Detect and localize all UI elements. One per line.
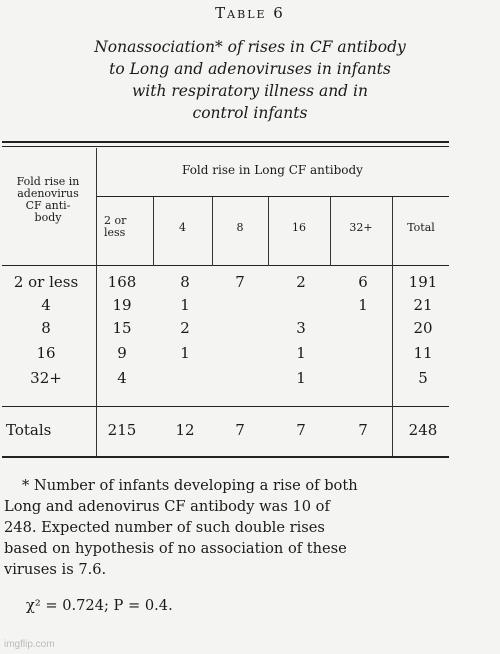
cell: 1 (296, 344, 306, 362)
footnote-line: based on hypothesis of no association of these (4, 540, 347, 557)
caption-line: with respiratory illness and in (132, 82, 368, 100)
footnote-line: * Number of infants developing a rise of both (22, 477, 358, 494)
col-head-32-plus: 32+ (349, 221, 373, 234)
col-head-2-or-less (104, 215, 144, 239)
caption-line: to Long and adenoviruses in infants (109, 60, 391, 78)
totals-rule (2, 406, 449, 407)
stub-head (2, 176, 94, 224)
col-head-line: less (104, 226, 126, 239)
stub-head-line: CF anti- (25, 199, 71, 212)
footnote-line: viruses is 7.6. (4, 561, 107, 578)
footnote-line: Long and adenovirus CF antibody was 10 of (4, 498, 330, 515)
cell: 1 (180, 344, 190, 362)
total-cell: 215 (107, 421, 137, 439)
totals-label: Totals (6, 421, 52, 439)
cell: 1 (180, 296, 190, 314)
cell: 1 (358, 296, 368, 314)
header-rule (2, 265, 449, 266)
col-head-total: Total (407, 221, 435, 234)
row-label: 4 (41, 296, 51, 314)
top-double-rule-second (2, 146, 449, 147)
cell: 2 (180, 319, 190, 337)
stub-head-line: adenovirus (17, 187, 79, 200)
top-double-rule (2, 141, 449, 143)
col-head-line: 2 or (104, 214, 127, 227)
footnote (4, 475, 454, 580)
total-cell: 12 (175, 421, 195, 439)
table-label: Table 6 (215, 4, 285, 22)
cell: 9 (117, 344, 127, 362)
col-head-16: 16 (292, 221, 306, 234)
cell: 11 (413, 344, 433, 362)
spanner-head: Fold rise in Long CF antibody (182, 163, 363, 177)
cell: 5 (418, 369, 428, 387)
row-label: 32+ (30, 369, 62, 387)
cell: 20 (413, 319, 433, 337)
chi-square-statistic: χ² = 0.724; P = 0.4. (26, 597, 173, 614)
footnote-line: 248. Expected number of such double rises (4, 519, 325, 536)
cell: 7 (235, 273, 245, 291)
col-head-8: 8 (236, 221, 244, 234)
spanner-rule (96, 196, 449, 197)
caption-line: Nonassociation* of rises in CF antibody (94, 38, 406, 56)
total-cell: 248 (408, 421, 438, 439)
stub-divider (96, 148, 97, 456)
table-caption (40, 36, 460, 124)
cell: 8 (180, 273, 190, 291)
stub-head-line: body (34, 211, 62, 224)
cell: 4 (117, 369, 127, 387)
cell: 15 (112, 319, 132, 337)
cell: 191 (408, 273, 438, 291)
total-cell: 7 (235, 421, 245, 439)
total-divider (392, 197, 393, 456)
row-label: 8 (41, 319, 51, 337)
cell: 21 (413, 296, 433, 314)
bottom-rule (2, 456, 449, 458)
stub-head-line: Fold rise in (16, 175, 80, 188)
col-head-4: 4 (179, 221, 186, 234)
cell: 6 (358, 273, 368, 291)
row-label: 2 or less (13, 273, 79, 291)
cell: 19 (112, 296, 132, 314)
cell: 1 (296, 369, 306, 387)
cell: 3 (296, 319, 306, 337)
watermark: imgflip.com (4, 639, 55, 650)
row-label: 16 (36, 344, 56, 362)
caption-line: control infants (192, 104, 308, 122)
total-cell: 7 (296, 421, 306, 439)
cell: 2 (296, 273, 306, 291)
cell: 168 (107, 273, 137, 291)
total-cell: 7 (358, 421, 368, 439)
